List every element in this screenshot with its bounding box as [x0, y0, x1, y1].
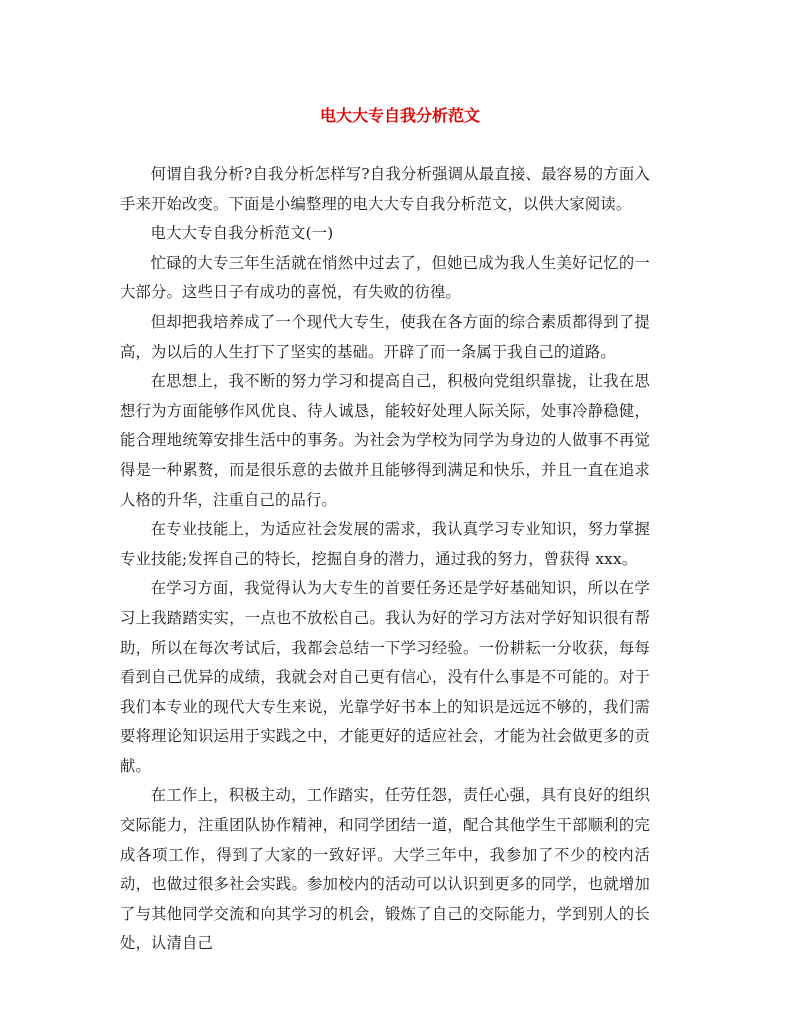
paragraph-1: 忙碌的大专三年生活就在悄然中过去了，但她已成为我人生美好记忆的一大部分。这些日子有成功的喜悦，有失败的彷徨。: [120, 253, 650, 302]
paragraph-2: 但却把我培养成了一个现代大专生，使我在各方面的综合素质都得到了提高，为以后的人生打下了坚实的基础。开辟了而一条属于我自己的道路。: [120, 312, 650, 361]
document-body: [120, 160, 650, 959]
paragraph-intro: 何谓自我分析?自我分析怎样写?自我分析强调从最直接、最容易的方面入手来开始改变。下面是小编整理的电大大专自我分析范文，以供大家阅读。: [120, 165, 650, 213]
document-title: 电大大专自我分析范文: [319, 106, 480, 125]
paragraph-5: 在学习方面，我觉得认为大专生的首要任务还是学好基础知识，所以在学习上我踏踏实实，一点也不放松自己。我认为好的学习方法对学好知识很有帮助，所以在每次考试后，我都会总结一下学习经验。一份耕耘一分收获，每每看到自己优异的成绩，我就会对自己更有信心，没有什么事是不可能的。对于我们本专业的现代大专生来说，光靠学好书本上的知识是远远不够的，我们需要将理论知识运用于实践之中，才能更好的适应社会，才能为社会做更多的贡献。: [120, 579, 650, 775]
paragraph-3: 在思想上，我不断的努力学习和提高自己，积极向党组织靠拢，让我在思想行为方面能够作风优良、待人诚恳，能较好处理人际关际，处事冷静稳健，能合理地统筹安排生活中的事务。为社会为学校为同学为身边的人做事不再觉得是一种累赘，而是很乐意的去做并且能够得到满足和快乐，并且一直在追求人格的升华，注重自己的品行。: [120, 372, 650, 509]
paragraph-6: 在工作上，积极主动，工作踏实，任劳任怨，责任心强，具有良好的组织交际能力，注重团队协作精神，和同学团结一道，配合其他学生干部顺利的完成各项工作，得到了大家的一致好评。大学三年中，我参加了不少的校内活动，也做过很多社会实践。参加校内的活动可以认识到更多的同学，也就增加了与其他同学交流和向其学习的机会，锻炼了自己的交际能力，学到别人的长处，认清自己: [120, 786, 650, 953]
paragraph-4: 在专业技能上，为适应社会发展的需求，我认真学习专业知识，努力掌握专业技能;发挥自己的特长，挖掘自身的潜力，通过我的努力，曾获得 xxx。: [120, 520, 650, 568]
paragraph-subheading: 电大大专自我分析范文(一): [150, 224, 334, 243]
